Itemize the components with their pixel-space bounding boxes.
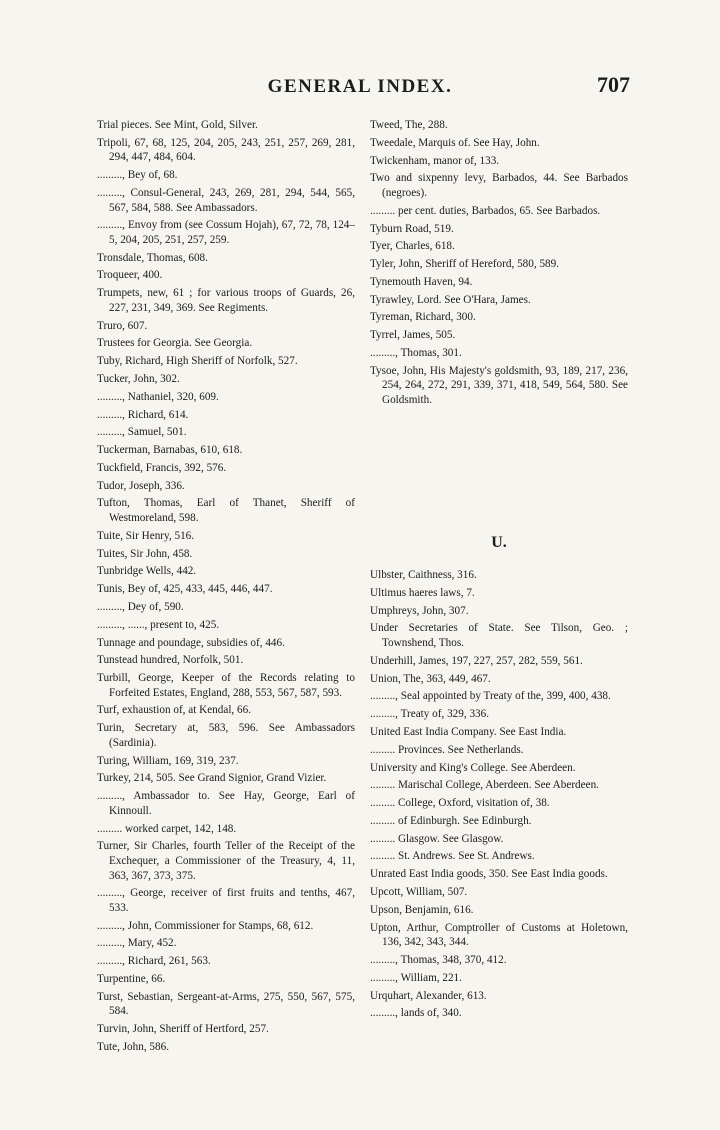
index-entry: Tyreman, Richard, 300. xyxy=(370,311,476,324)
page-header xyxy=(90,72,630,104)
index-entry: Trumpets, new, 61 ; for various troops of Guards, 26, 227, 231, 349, 369. See Regiments. xyxy=(97,287,355,314)
running-title: GENERAL INDEX. xyxy=(267,76,453,97)
index-entry: Turpentine, 66. xyxy=(97,973,166,985)
index-entry: Unrated East India goods, 350. See East India goods. xyxy=(370,868,608,881)
index-entry: Turing, William, 169, 319, 237. xyxy=(97,754,239,767)
index-entry: Tucker, John, 302. xyxy=(97,372,180,385)
index-entry: Underhill, James, 197, 227, 257, 282, 559, 561. xyxy=(370,654,583,667)
index-entry: Tyrawley, Lord. See O'Hara, James. xyxy=(370,293,531,306)
index-entry: Upton, Arthur, Comptroller of Customs at Holetown, 136, 342, 343, 344. xyxy=(370,921,628,949)
index-entry: Troqueer, 400. xyxy=(97,269,163,282)
index-entry: ......... College, Oxford, visitation of, 38. xyxy=(370,797,550,810)
index-entry: ........., Thomas, 348, 370, 412. xyxy=(370,953,507,966)
index-entry: ......... per cent. duties, Barbados, 65. See Barbados. xyxy=(370,204,601,217)
index-entry: Tweed, The, 288. xyxy=(370,119,448,131)
index-entry: Tyer, Charles, 618. xyxy=(370,240,455,253)
index-entry: ......... Glasgow. See Glasgow. xyxy=(370,832,504,845)
index-entry: ......... of Edinburgh. See Edinburgh. xyxy=(370,814,532,827)
index-entry: Tynemouth Haven, 94. xyxy=(370,275,473,288)
index-entry: ........., Bey of, 68. xyxy=(97,169,178,182)
index-entry: University and King's College. See Aberdeen. xyxy=(370,761,576,774)
index-entry: Union, The, 363, 449, 467. xyxy=(370,672,491,685)
page-number: 707 xyxy=(597,72,630,97)
index-column-left xyxy=(97,118,355,1058)
index-entry: ........., Samuel, 501. xyxy=(97,426,187,439)
index-entry: Tunis, Bey of, 425, 433, 445, 446, 447. xyxy=(97,583,273,596)
index-entry: Upson, Benjamin, 616. xyxy=(370,903,474,916)
index-entry: ........., Nathaniel, 320, 609. xyxy=(97,390,219,403)
index-entry: Tyrrel, James, 505. xyxy=(370,329,456,342)
index-entry: Tunnage and poundage, subsidies of, 446. xyxy=(97,636,285,649)
index-entry: Tuite, Sir Henry, 516. xyxy=(97,529,195,542)
index-entry: Tufton, Thomas, Earl of Thanet, Sheriff of Westmoreland, 598. xyxy=(97,497,355,525)
index-entry: Tyler, John, Sheriff of Hereford, 580, 589. xyxy=(370,258,560,271)
index-entry: ........., ......, present to, 425. xyxy=(97,618,220,631)
index-entry: Tudor, Joseph, 336. xyxy=(97,479,185,492)
index-entry: Two and sixpenny levy, Barbados, 44. See Barbados (negroes). xyxy=(370,172,628,199)
index-entry: Tunstead hundred, Norfolk, 501. xyxy=(97,654,244,667)
index-entry: ......... St. Andrews. See St. Andrews. xyxy=(370,850,535,863)
index-entry: United East India Company. See East India. xyxy=(370,725,567,738)
index-entry: ........., Consul-General, 243, 269, 281, 294, 544, 565, 567, 584, 588. See Ambassadors. xyxy=(97,186,355,214)
index-entry: Turin, Secretary at, 583, 596. See Ambassadors (Sardinia). xyxy=(97,722,355,749)
index-entry: ......... worked carpet, 142, 148. xyxy=(97,822,237,835)
index-entry: Twickenham, manor of, 133. xyxy=(370,154,500,167)
index-entry: ........., Thomas, 301. xyxy=(370,346,462,359)
index-entry: Tweedale, Marquis of. See Hay, John. xyxy=(370,136,540,149)
index-entry: ......... Marischal College, Aberdeen. See Aberdeen. xyxy=(370,779,599,792)
index-section-t xyxy=(370,118,628,408)
index-entry: Truro, 607. xyxy=(97,319,148,332)
index-entry: Trial pieces. See Mint, Gold, Silver. xyxy=(97,119,258,131)
section-letter-heading: U. xyxy=(491,533,507,551)
index-entry: ........., Richard, 614. xyxy=(97,408,189,421)
index-entry: Tunbridge Wells, 442. xyxy=(97,565,197,578)
index-entry: Turf, exhaustion of, at Kendal, 66. xyxy=(97,704,252,717)
index-entry: ........., John, Commissioner for Stamps, 68, 612. xyxy=(97,919,314,932)
index-entry: ........., Richard, 261, 563. xyxy=(97,955,211,968)
index-entry: ........., Seal appointed by Treaty of the, 399, 400, 438. xyxy=(370,690,611,703)
index-entry: ........., Treaty of, 329, 336. xyxy=(370,708,490,721)
index-entry: Tuckerman, Barnabas, 610, 618. xyxy=(97,444,243,457)
index-entry: ........., William, 221. xyxy=(370,971,462,984)
index-entry: ........., Envoy from (see Cossum Hojah), 67, 72, 78, 124–5, 204, 205, 251, 257, 259. xyxy=(97,219,355,246)
index-entry: Tripoli, 67, 68, 125, 204, 205, 243, 251, 257, 269, 281, 294, 447, 484, 604. xyxy=(97,136,355,164)
index-column-right xyxy=(370,118,628,1024)
index-entry: Trustees for Georgia. See Georgia. xyxy=(97,337,253,350)
index-entry: ........., George, receiver of first fruits and tenths, 467, 533. xyxy=(97,887,355,914)
index-entry: Umphreys, John, 307. xyxy=(370,604,469,617)
index-entry: Turst, Sebastian, Sergeant-at-Arms, 275, 550, 567, 575, 584. xyxy=(97,990,355,1018)
index-entry: Tuckfield, Francis, 392, 576. xyxy=(97,461,227,474)
index-entry: Tute, John, 586. xyxy=(97,1040,170,1053)
index-entry: ........., Dey of, 590. xyxy=(97,600,184,613)
index-entry: Under Secretaries of State. See Tilson, Geo. ; Townshend, Thos. xyxy=(370,622,628,650)
index-entry: Turner, Sir Charles, fourth Teller of the Receipt of the Exchequer, a Commissioner of the Treasury, 4, 11, 363, 367, 373, 375. xyxy=(97,840,355,882)
index-entry: Tysoe, John, His Majesty's goldsmith, 93, 189, 217, 236, 254, 264, 272, 291, 339, 371, 418, 549, 564, 580. See Goldsmith. xyxy=(370,364,628,406)
index-entry: Ulbster, Caithness, 316. xyxy=(370,569,477,582)
index-entry: ........., Ambassador to. See Hay, George, Earl of Kinnoull. xyxy=(97,790,355,817)
index-entry: ........., Mary, 452. xyxy=(97,937,177,950)
index-entry: ......... Provinces. See Netherlands. xyxy=(370,743,524,756)
index-entry: ........., lands of, 340. xyxy=(370,1007,462,1020)
index-entry: Tuby, Richard, High Sheriff of Norfolk, 527. xyxy=(97,355,298,368)
index-entry: Upcott, William, 507. xyxy=(370,886,468,898)
index-section-u xyxy=(370,568,628,1021)
index-entry: Tronsdale, Thomas, 608. xyxy=(97,251,208,264)
index-entry: Turkey, 214, 505. See Grand Signior, Grand Vizier. xyxy=(97,772,327,785)
index-entry: Tuites, Sir John, 458. xyxy=(97,547,193,560)
index-entry: Urquhart, Alexander, 613. xyxy=(370,989,487,1002)
index-entry: Ultimus haeres laws, 7. xyxy=(370,586,475,599)
index-entry: Tyburn Road, 519. xyxy=(370,222,454,235)
index-entry: Turbill, George, Keeper of the Records relating to Forfeited Estates, England, 288, 553, 567, 587, 593. xyxy=(97,672,355,699)
index-entry: Turvin, John, Sheriff of Hertford, 257. xyxy=(97,1023,269,1036)
